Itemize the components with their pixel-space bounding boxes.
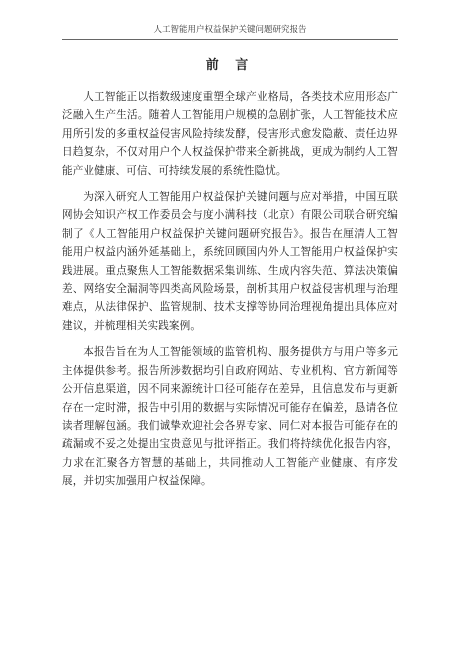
running-header: 人工智能用户权益保护关键问题研究报告 bbox=[153, 25, 307, 35]
paragraph: 人工智能正以指数级速度重塑全球产业格局，各类技术应用形态广泛融入生产生活。随着人工智能用户规模的急剧扩张，人工智能技术应用所引发的多重权益侵害风险持续发酵，侵害形式愈发隐蔽、责任边界日趋复杂，不仅对用户个人权益保护带来全新挑战，更成为制约人工智能产业健康、可信、可持续发展的系统性隐忧。 bbox=[62, 91, 398, 177]
page-title: 前 言 bbox=[205, 58, 255, 73]
paragraph: 本报告旨在为人工智能领域的监管机构、服务提供方与用户等多元主体提供参考。报告所涉数据均引自政府网站、专业机构、官方新闻等公开信息渠道，因不同来源统计口径可能存在差异，且信息发布与更新存在一定时滞，报告中引用的数据与实际情况可能存在偏差，恳请各位读者理解包涵。我们诚挚欢迎社会各界专家、同仁对本报告可能存在的疏漏或不妥之处提出宝贵意见与批评指正。我们将持续优化报告内容，力求在汇聚各方智慧的基础上，共同推动人工智能产业健康、有序发展，并切实加强用户权益保障。 bbox=[62, 346, 398, 488]
body-text bbox=[62, 88, 398, 499]
paragraph: 为深入研究人工智能用户权益保护关键问题与应对举措，中国互联网协会知识产权工作委员会与度小满科技（北京）有限公司联合研究编制了《人工智能用户权益保护关键问题研究报告》。报告在厘清人工智能用户权益内涵外延基础上，系统回顾国内外人工智能用户权益保护实践进展。重点聚焦人工智能数据采集训练、生成内容失范、算法决策偏差、网络安全漏洞等四类高风险场景，剖析其用户权益侵害机理与治理难点，从法律保护、监管规制、技术支撑等协同治理视角提出具体应对建议，并梳理相关实践案例。 bbox=[62, 191, 398, 332]
header-divider bbox=[62, 39, 398, 40]
